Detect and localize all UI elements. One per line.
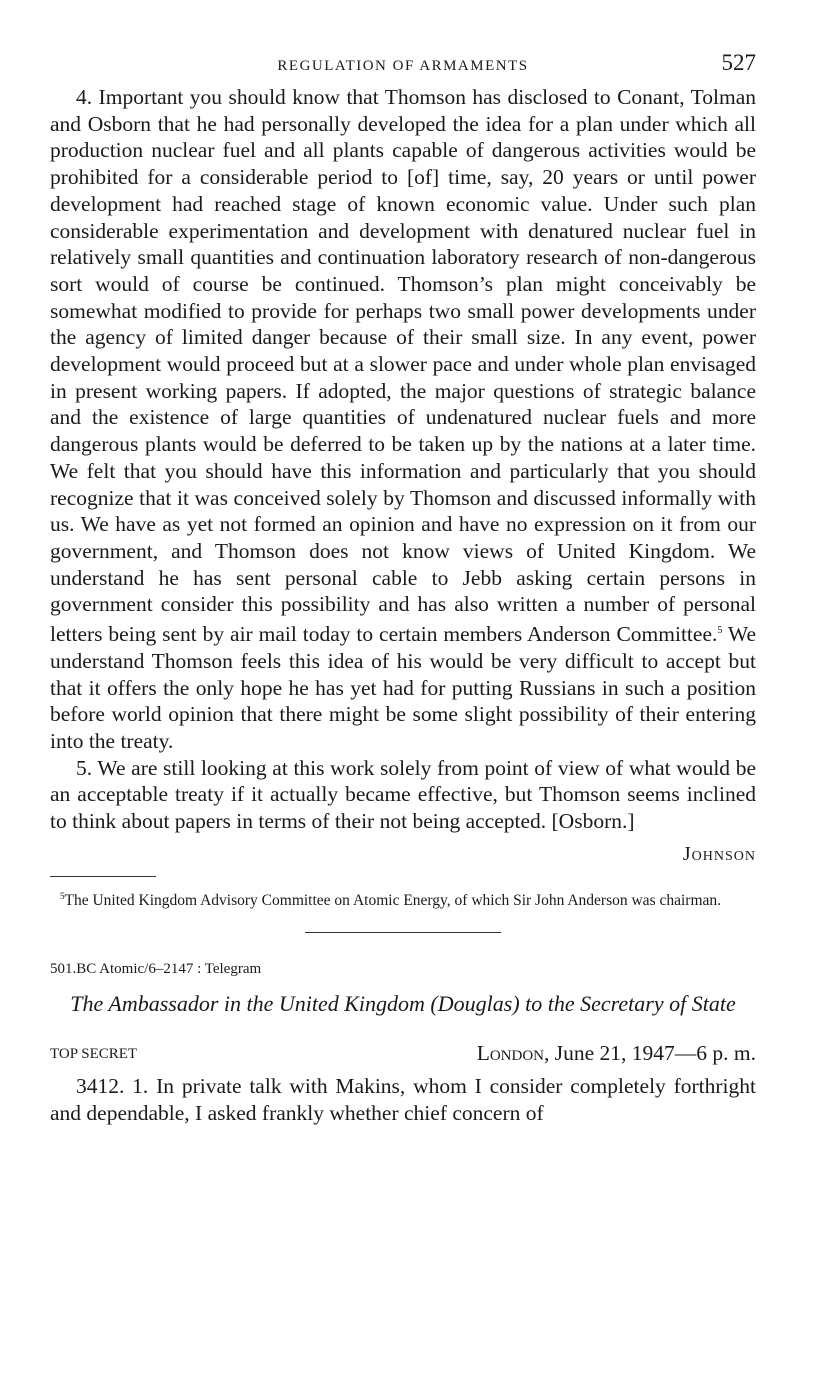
footnote-text: The United Kingdom Advisory Committee on Atomic Energy, of which Sir John Anderson was chairman. <box>64 892 722 909</box>
section-divider <box>305 932 501 933</box>
footnote-rule <box>50 876 156 877</box>
footnote <box>50 887 756 910</box>
paragraph-4-tail: We understand Thomson feels this idea of his would be very difficult to accept but that it offers the only hope he has yet had for putting Russians in such a position before world opinion that there might be some slight possibility of their entering into the treaty. <box>50 622 756 754</box>
file-reference: 501.BC Atomic/6–2147 : Telegram <box>50 961 262 977</box>
footnote-reference: 5 <box>717 625 723 637</box>
paragraph-4-text: 4. Important you should know that Thomson has disclosed to Conant, Tolman and Osborn that he had personally developed the idea for a plan under which all production nuclear fuel and all plants capable of dangerous activities would be prohibited for a considerable period to [of] time, say, 20 years or until power development had reached stage of known economic value. Under such plan considerable experimentation and development with denatured nuclear fuel in relatively small quantities and continuation laboratory research of non-dangerous sort would of course be continued. Thomson’s plan might conceivably be somewhat modified to provide for perhaps two small power developments under the agency of limited danger because of their small size. In any event, power development would proceed but at a slower pace and under whole plan envisaged in present working papers. If adopted, the major questions of strategic balance and the existence of large quantities of undenatured nuclear fuels and more dangerous plants would be deferred to be taken up by the nations at a later time. We felt that you should have this information and particularly that you should recognize that it was conceived solely by Thomson and discussed informally with us. We have as yet not formed an opinion and have no expression on it from our government, and Thomson does not know views of United Kingdom. We understand he has sent personal cable to Jebb asking certain persons in government consider this possibility and has also written a number of personal letters being sent by air mail today to certain members Anderson Committee. <box>50 85 756 647</box>
classification: TOP SECRET <box>50 1046 138 1062</box>
signature: Johnson <box>682 842 756 865</box>
running-head <box>50 50 756 84</box>
document-title: The Ambassador in the United Kingdom (Douglas) to the Secretary of State <box>70 991 736 1016</box>
opening-paragraph: 3412. 1. In private talk with Makins, whom I consider completely forthright and dependable, I asked frankly whether chief concern of <box>50 1074 756 1125</box>
page-number: 527 <box>721 50 756 75</box>
document-page <box>50 50 756 1126</box>
running-title: REGULATION OF ARMAMENTS <box>277 58 529 74</box>
telegram-body <box>50 84 756 835</box>
dateline-place: London <box>476 1041 544 1065</box>
paragraph-4 <box>50 84 756 755</box>
footnote-mark: 5 <box>60 890 65 901</box>
dateline <box>477 1041 756 1066</box>
paragraph-5: 5. We are still looking at this work solely from point of view of what would be an acceptable treaty if it actually became effective, but Thomson seems inclined to think about papers in terms of their not being accepted. [Osborn.] <box>50 755 756 834</box>
dateline-date: , June 21, 1947—6 p. m. <box>543 1041 756 1065</box>
classification-line <box>50 1041 756 1069</box>
